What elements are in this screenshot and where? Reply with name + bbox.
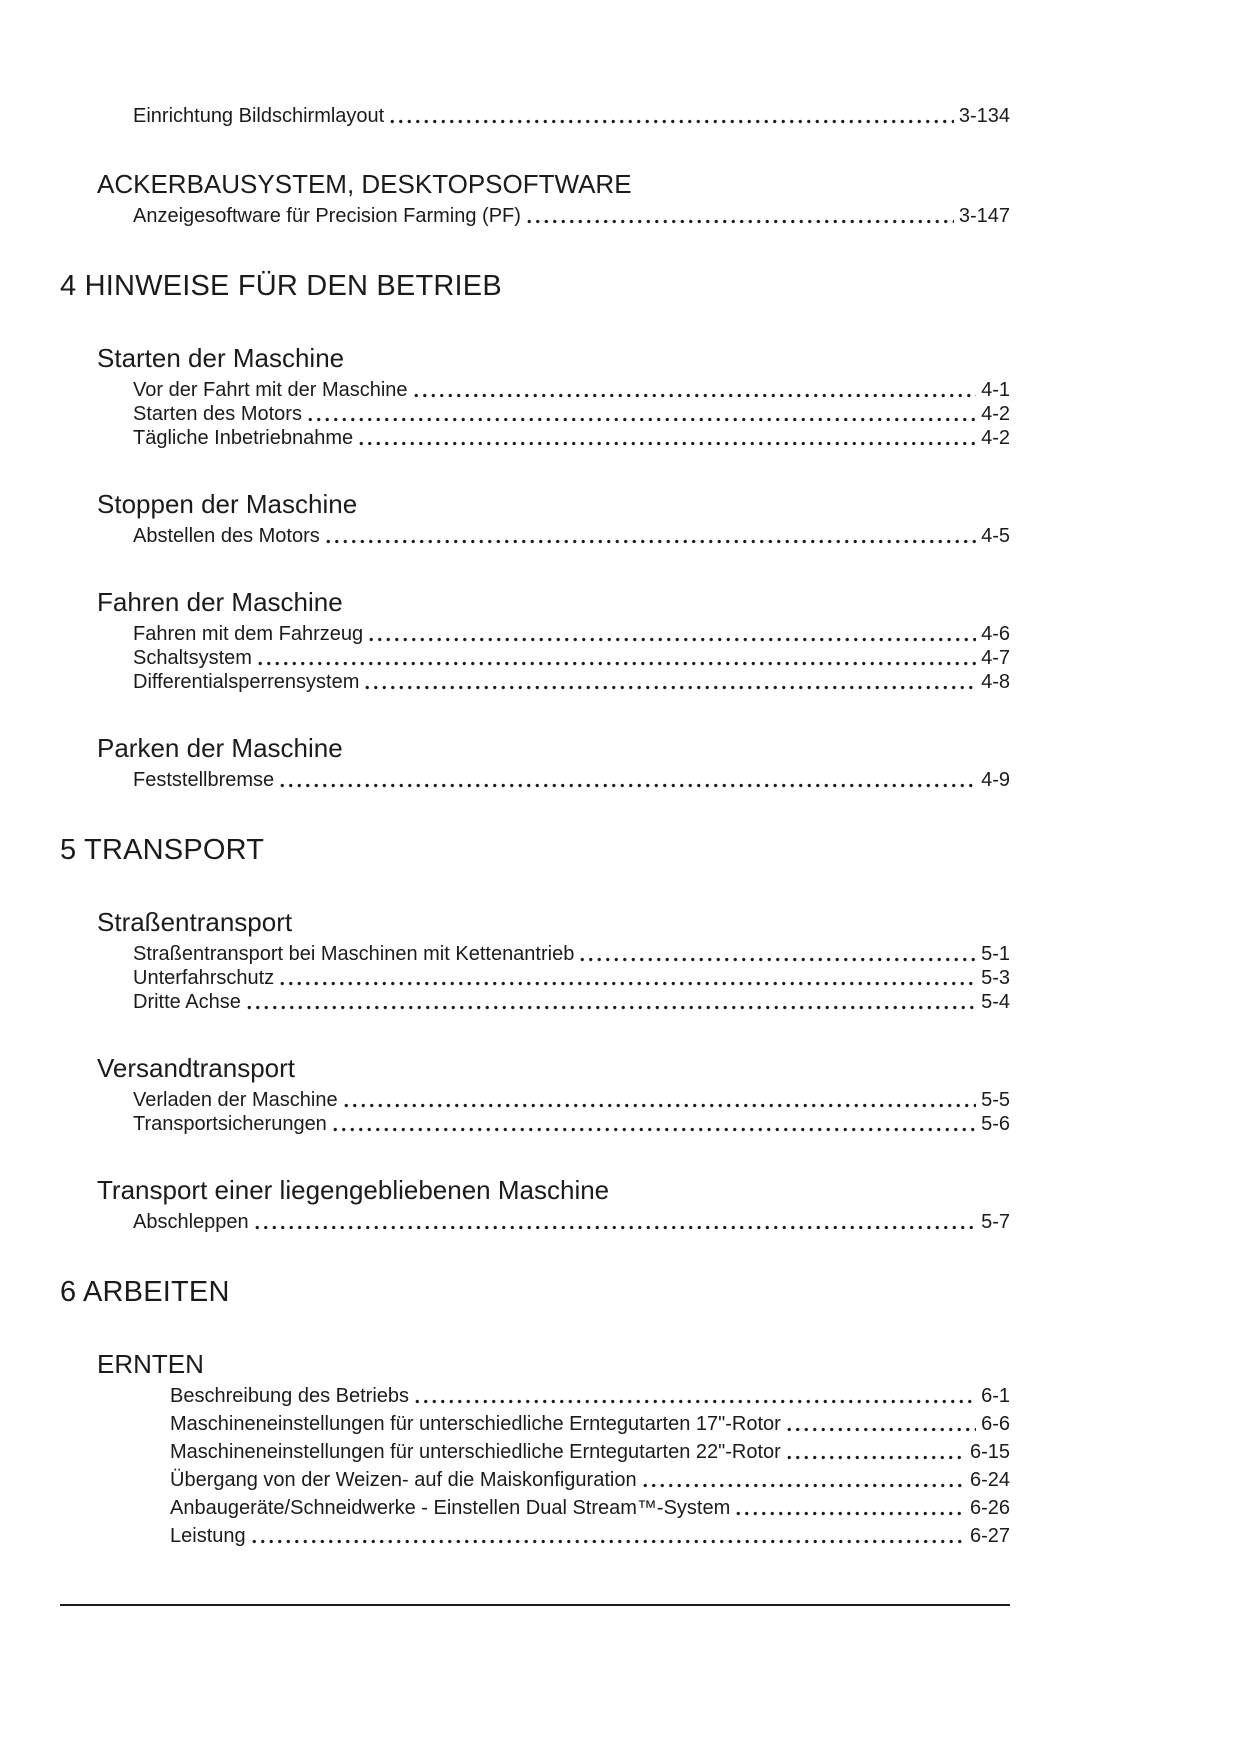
toc-entry <box>133 204 1010 228</box>
toc-section-versandtransport <box>60 1052 1010 1136</box>
toc-entry-page: 3-134 <box>958 105 1010 127</box>
toc-entry-page: 5-5 <box>981 1089 1010 1111</box>
toc-section-transport-liegengeblieben <box>60 1174 1010 1234</box>
toc-entry-label: Maschineneinstellungen für unterschiedliche Erntegutarten 22"-Rotor <box>170 1441 781 1463</box>
section-title: ACKERBAUSYSTEM, DESKTOPSOFTWARE <box>97 169 632 199</box>
toc-entry-page: 6-1 <box>981 1385 1010 1407</box>
section-title: Stoppen der Maschine <box>97 489 358 519</box>
dot-leader <box>734 1496 965 1520</box>
toc-entry-page: 4-6 <box>981 623 1010 645</box>
toc-entry-label: Anzeigesoftware für Precision Farming (PF) <box>133 205 521 227</box>
dot-leader <box>342 1088 977 1112</box>
chapter-title: 5 TRANSPORT <box>60 834 265 866</box>
toc-entry <box>170 1440 1010 1464</box>
toc-entry <box>133 378 1010 402</box>
toc-entry-label: Verladen der Maschine <box>133 1089 338 1111</box>
toc-entry <box>133 990 1010 1014</box>
toc-entry-page: 5-4 <box>981 991 1010 1013</box>
toc-section-strassentransport <box>60 906 1010 1014</box>
toc-entry-label: Anbaugeräte/Schneidwerke - Einstellen Dual Stream™-System <box>170 1497 731 1519</box>
dot-leader <box>363 670 976 694</box>
toc-entry-label: Transportsicherungen <box>133 1113 327 1135</box>
toc-entry-page: 3-147 <box>958 205 1010 227</box>
dot-leader <box>253 1210 976 1234</box>
dot-leader <box>785 1412 976 1436</box>
toc-entry-label: Übergang von der Weizen- auf die Maiskonfiguration <box>170 1469 637 1491</box>
toc-entry-label: Dritte Achse <box>133 991 241 1013</box>
dot-leader <box>525 204 954 228</box>
toc-entry-label: Straßentransport bei Maschinen mit Kettenantrieb <box>133 943 575 965</box>
toc-entry-label: Schaltsystem <box>133 647 252 669</box>
toc-entry <box>133 426 1010 450</box>
toc-entry-label: Maschineneinstellungen für unterschiedliche Erntegutarten 17"-Rotor <box>170 1413 781 1435</box>
toc-entry-page: 6-26 <box>969 1497 1010 1519</box>
chapter-title: 4 HINWEISE FÜR DEN BETRIEB <box>60 270 502 302</box>
section-title: Straßentransport <box>97 907 293 937</box>
footer-divider <box>60 1604 1010 1606</box>
toc-entry-label: Beschreibung des Betriebs <box>170 1385 410 1407</box>
toc-section-stoppen <box>60 488 1010 548</box>
dot-leader <box>245 990 976 1014</box>
toc-entry <box>170 1412 1010 1436</box>
toc-entry-page: 5-3 <box>981 967 1010 989</box>
toc-entry <box>133 402 1010 426</box>
toc-entry-page: 5-7 <box>981 1211 1010 1233</box>
dot-leader <box>250 1524 965 1548</box>
toc-entry-label: Abschleppen <box>133 1211 249 1233</box>
toc-entry-label: Tägliche Inbetriebnahme <box>133 427 354 449</box>
section-title: Transport einer liegengebliebenen Maschine <box>97 1175 610 1205</box>
toc-chapter-6 <box>60 1274 1010 1548</box>
toc-entry <box>133 768 1010 792</box>
toc-entry-label: Differentialsperrensystem <box>133 671 360 693</box>
toc-entry-page: 4-9 <box>981 769 1010 791</box>
dot-leader <box>357 426 976 450</box>
toc-section-starten <box>60 342 1010 450</box>
toc-section-fahren <box>60 586 1010 694</box>
toc-chapter-5 <box>60 832 1010 1234</box>
dot-leader <box>331 1112 976 1136</box>
toc-entry <box>170 1468 1010 1492</box>
toc-entry-page: 4-5 <box>981 525 1010 547</box>
toc-entry-label: Starten des Motors <box>133 403 302 425</box>
toc-entry-label: Einrichtung Bildschirmlayout <box>133 105 385 127</box>
toc-entry-page: 4-7 <box>981 647 1010 669</box>
dot-leader <box>367 622 976 646</box>
dot-leader <box>578 942 976 966</box>
dot-leader <box>278 768 976 792</box>
toc-entry <box>170 1524 1010 1548</box>
toc-entry-page: 5-1 <box>981 943 1010 965</box>
dot-leader <box>388 104 954 128</box>
dot-leader <box>412 378 977 402</box>
toc-entry <box>133 622 1010 646</box>
toc-entry <box>170 1496 1010 1520</box>
toc-entry <box>133 966 1010 990</box>
section-title: Parken der Maschine <box>97 733 343 763</box>
toc-entry-page: 6-24 <box>969 1469 1010 1491</box>
toc-entry-page: 6-15 <box>969 1441 1010 1463</box>
toc-entry-label: Leistung <box>170 1525 246 1547</box>
dot-leader <box>306 402 976 426</box>
toc-section-ackerbausystem <box>60 168 1010 228</box>
toc-entry <box>133 1112 1010 1136</box>
toc-entry <box>133 104 1010 128</box>
toc-entry <box>133 670 1010 694</box>
dot-leader <box>256 646 976 670</box>
dot-leader <box>641 1468 965 1492</box>
toc-entry-label: Fahren mit dem Fahrzeug <box>133 623 364 645</box>
toc-entry-page: 4-2 <box>981 427 1010 449</box>
section-title: Starten der Maschine <box>97 343 345 373</box>
toc-section-ernten <box>60 1348 1010 1548</box>
toc-entry-label: Unterfahrschutz <box>133 967 275 989</box>
toc-entry-page: 4-8 <box>981 671 1010 693</box>
chapter-title: 6 ARBEITEN <box>60 1276 230 1308</box>
toc-entry <box>133 942 1010 966</box>
dot-leader <box>785 1440 965 1464</box>
dot-leader <box>324 524 976 548</box>
toc-entry-label: Abstellen des Motors <box>133 525 320 547</box>
dot-leader <box>278 966 976 990</box>
toc-entry-page: 4-1 <box>981 379 1010 401</box>
section-title: Versandtransport <box>97 1053 296 1083</box>
toc-entry <box>133 1210 1010 1234</box>
toc-entry <box>170 1384 1010 1408</box>
toc-entry-page: 6-27 <box>969 1525 1010 1547</box>
toc-section-parken <box>60 732 1010 792</box>
toc-entry-page: 5-6 <box>981 1113 1010 1135</box>
toc-entry <box>133 1088 1010 1112</box>
section-title: Fahren der Maschine <box>97 587 343 617</box>
toc-entry-label: Vor der Fahrt mit der Maschine <box>133 379 408 401</box>
toc-entry <box>133 524 1010 548</box>
dot-leader <box>413 1384 976 1408</box>
toc-chapter-4 <box>60 268 1010 792</box>
toc-entry-label: Feststellbremse <box>133 769 275 791</box>
section-title: ERNTEN <box>97 1349 204 1379</box>
toc-entry-page: 6-6 <box>981 1413 1010 1435</box>
toc-entry-page: 4-2 <box>981 403 1010 425</box>
toc-entry <box>133 646 1010 670</box>
